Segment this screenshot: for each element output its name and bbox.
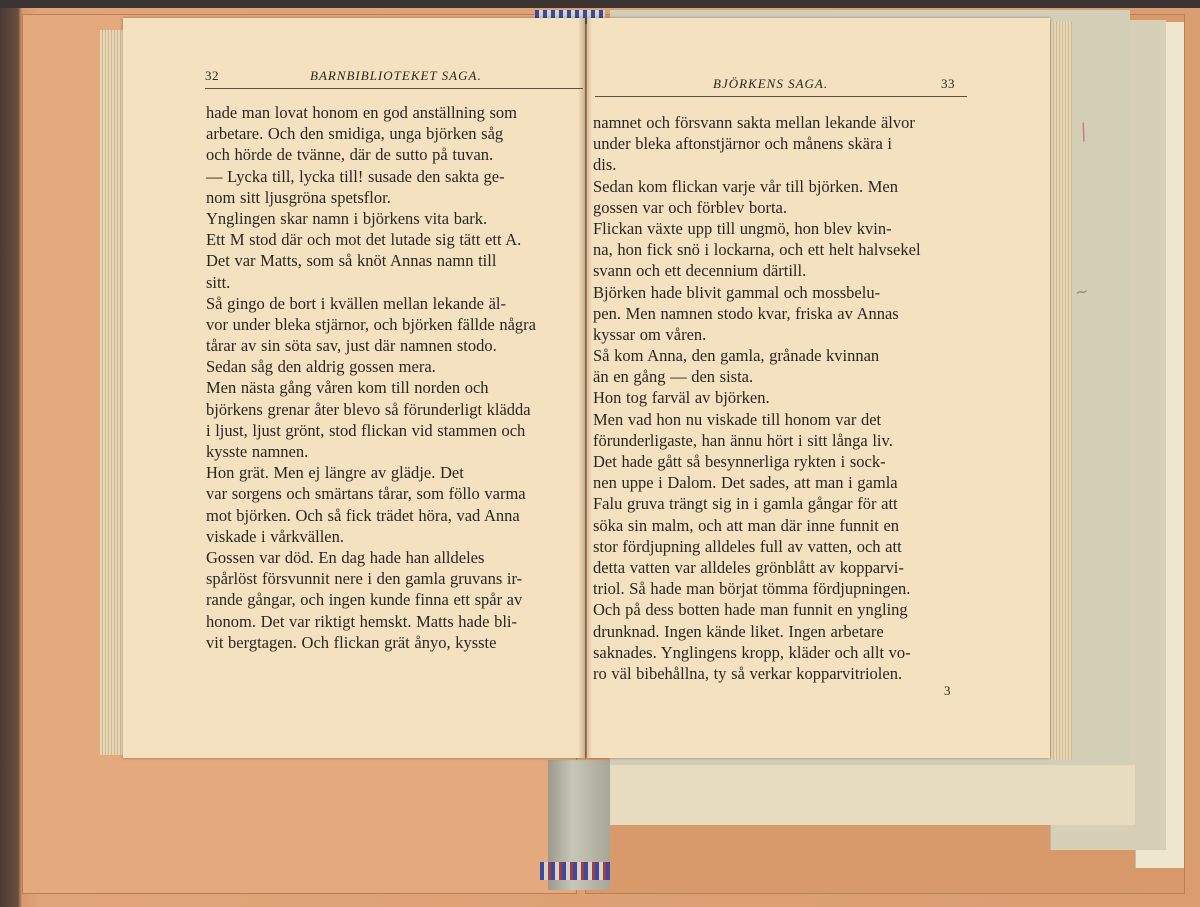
left-page [123, 18, 585, 758]
text-line: Men nästa gång våren kom till norden och [206, 378, 489, 398]
text-line: rande gångar, och ingen kunde finna ett spår av [206, 590, 523, 610]
text-line: vit bergtagen. Och flickan grät ånyo, kysste [206, 632, 497, 652]
text-line: under bleka aftonstjärnor och månens skära i [593, 134, 892, 154]
text-line: var sorgens och smärtans tårar, som föllo varma [206, 484, 526, 504]
text-line: spårlöst försvunnit nere i den gamla gruvans ir- [206, 569, 523, 589]
left-page-body [206, 102, 536, 653]
text-line: nen uppe i Dalom. Det sades, att man i gamla [593, 473, 898, 493]
text-line: Ett M stod där och mot det lutade sig tätt ett A. [206, 230, 522, 250]
text-line: svann och ett decennium därtill. [593, 261, 807, 281]
text-line: Flickan växte upp till ungmö, hon blev kvin- [593, 218, 892, 238]
text-line: dis. [593, 155, 617, 175]
spine-tailband [540, 862, 610, 880]
text-line: kyssar om våren. [593, 324, 707, 344]
text-line: ro väl bibehållna, ty så verkar kopparvitriolen. [593, 663, 903, 683]
text-line: Hon tog farväl av björken. [593, 388, 770, 408]
right-page-stack-edge [1048, 22, 1072, 760]
text-line: Falu gruva trängt sig in i gamla gångar för att [593, 494, 898, 514]
text-line: Ynglingen skar namn i björkens vita bark. [206, 208, 488, 228]
page-number: 33 [941, 76, 955, 91]
text-line: kysste namnen. [206, 442, 309, 461]
text-line: i ljust, ljust grönt, stod flickan vid stammen och [206, 420, 526, 440]
text-line: Björken hade blivit gammal och mossbelu- [593, 282, 881, 302]
text-line: Hon grät. Men ej längre av glädje. Det [206, 463, 464, 483]
right-page [587, 18, 1050, 758]
text-line: drunknad. Ingen kände liket. Ingen arbetare [593, 621, 884, 641]
text-line: Det var Matts, som så knöt Annas namn till [206, 251, 497, 271]
text-line: triol. Så hade man börjat tömma fördjupningen. [593, 579, 911, 599]
text-line: förunderligaste, han ännu hört i sitt långa liv. [593, 430, 893, 450]
page-number: 32 [205, 68, 219, 83]
text-line: Sedan såg den aldrig gossen mera. [206, 357, 436, 377]
inserted-paper-strip [605, 765, 1135, 825]
text-line: Men vad hon nu viskade till honom var det [593, 409, 882, 429]
text-line: detta vatten var alldeles grönblått av kopparvi- [593, 557, 904, 577]
signature-mark: 3 [944, 683, 951, 698]
book-gutter [578, 18, 592, 758]
text-line: Så kom Anna, den gamla, grånade kvinnan [593, 346, 880, 366]
text-line: sitt. [206, 272, 231, 292]
text-line: stor fördjupning alldeles full av vatten, och att [593, 536, 902, 556]
text-line: björkens grenar åter blevo så förunderligt klädda [206, 399, 531, 419]
left-page-header [205, 68, 583, 89]
text-line: än en gång — den sista. [593, 367, 754, 387]
text-line: mot björken. Och så fick trädet höra, vad Anna [206, 505, 520, 525]
text-line: viskade i vårkvällen. [206, 526, 344, 546]
text-line: nom sitt ljusgröna spetsflor. [206, 187, 391, 207]
text-line: Gossen var död. En dag hade han alldeles [206, 547, 485, 567]
left-page-stack-edge [100, 30, 124, 755]
text-line: Sedan kom flickan varje vår till björken. Men [593, 176, 898, 196]
text-line: Det hade gått så besynnerliga rykten i sock- [593, 452, 886, 471]
text-line: och hörde de tvänne, där de sutto på tuvan. [206, 145, 494, 165]
text-line: hade man lovat honom en god anställning som [206, 103, 517, 122]
text-line: na, hon fick snö i lockarna, och ett helt halvsekel [593, 240, 921, 260]
text-line: Så gingo de bort i kvällen mellan lekande äl- [206, 293, 506, 313]
pencil-scribble: ~ [1073, 280, 1090, 303]
pencil-scribble: / [1075, 119, 1092, 146]
text-line: namnet och försvann sakta mellan lekande älvor [593, 113, 915, 132]
text-line: Och på dess botten hade man funnit en yngling [593, 600, 908, 620]
text-line: vor under bleka stjärnor, och björken fällde några [206, 314, 536, 334]
text-line: pen. Men namnen stodo kvar, friska av Annas [593, 303, 899, 323]
text-line: söka sin malm, och att man där inne funnit en [593, 515, 900, 535]
right-page-header [595, 76, 967, 97]
text-line: gossen var och förblev borta. [593, 197, 787, 217]
text-line: honom. Det var riktigt hemskt. Matts hade bli- [206, 611, 517, 631]
text-line: arbetare. Och den smidiga, unga björken såg [206, 124, 504, 144]
text-line: tårar av sin söta sav, just där namnen stodo. [206, 336, 497, 356]
text-line: saknades. Ynglingens kropp, kläder och allt vo- [593, 642, 911, 662]
running-title: BJÖRKENS SAGA. [713, 76, 829, 91]
running-title: BARNBIBLIOTEKET SAGA. [310, 68, 482, 83]
text-line: — Lycka till, lycka till! susade den sakta ge- [206, 166, 505, 186]
right-page-body [593, 112, 921, 684]
